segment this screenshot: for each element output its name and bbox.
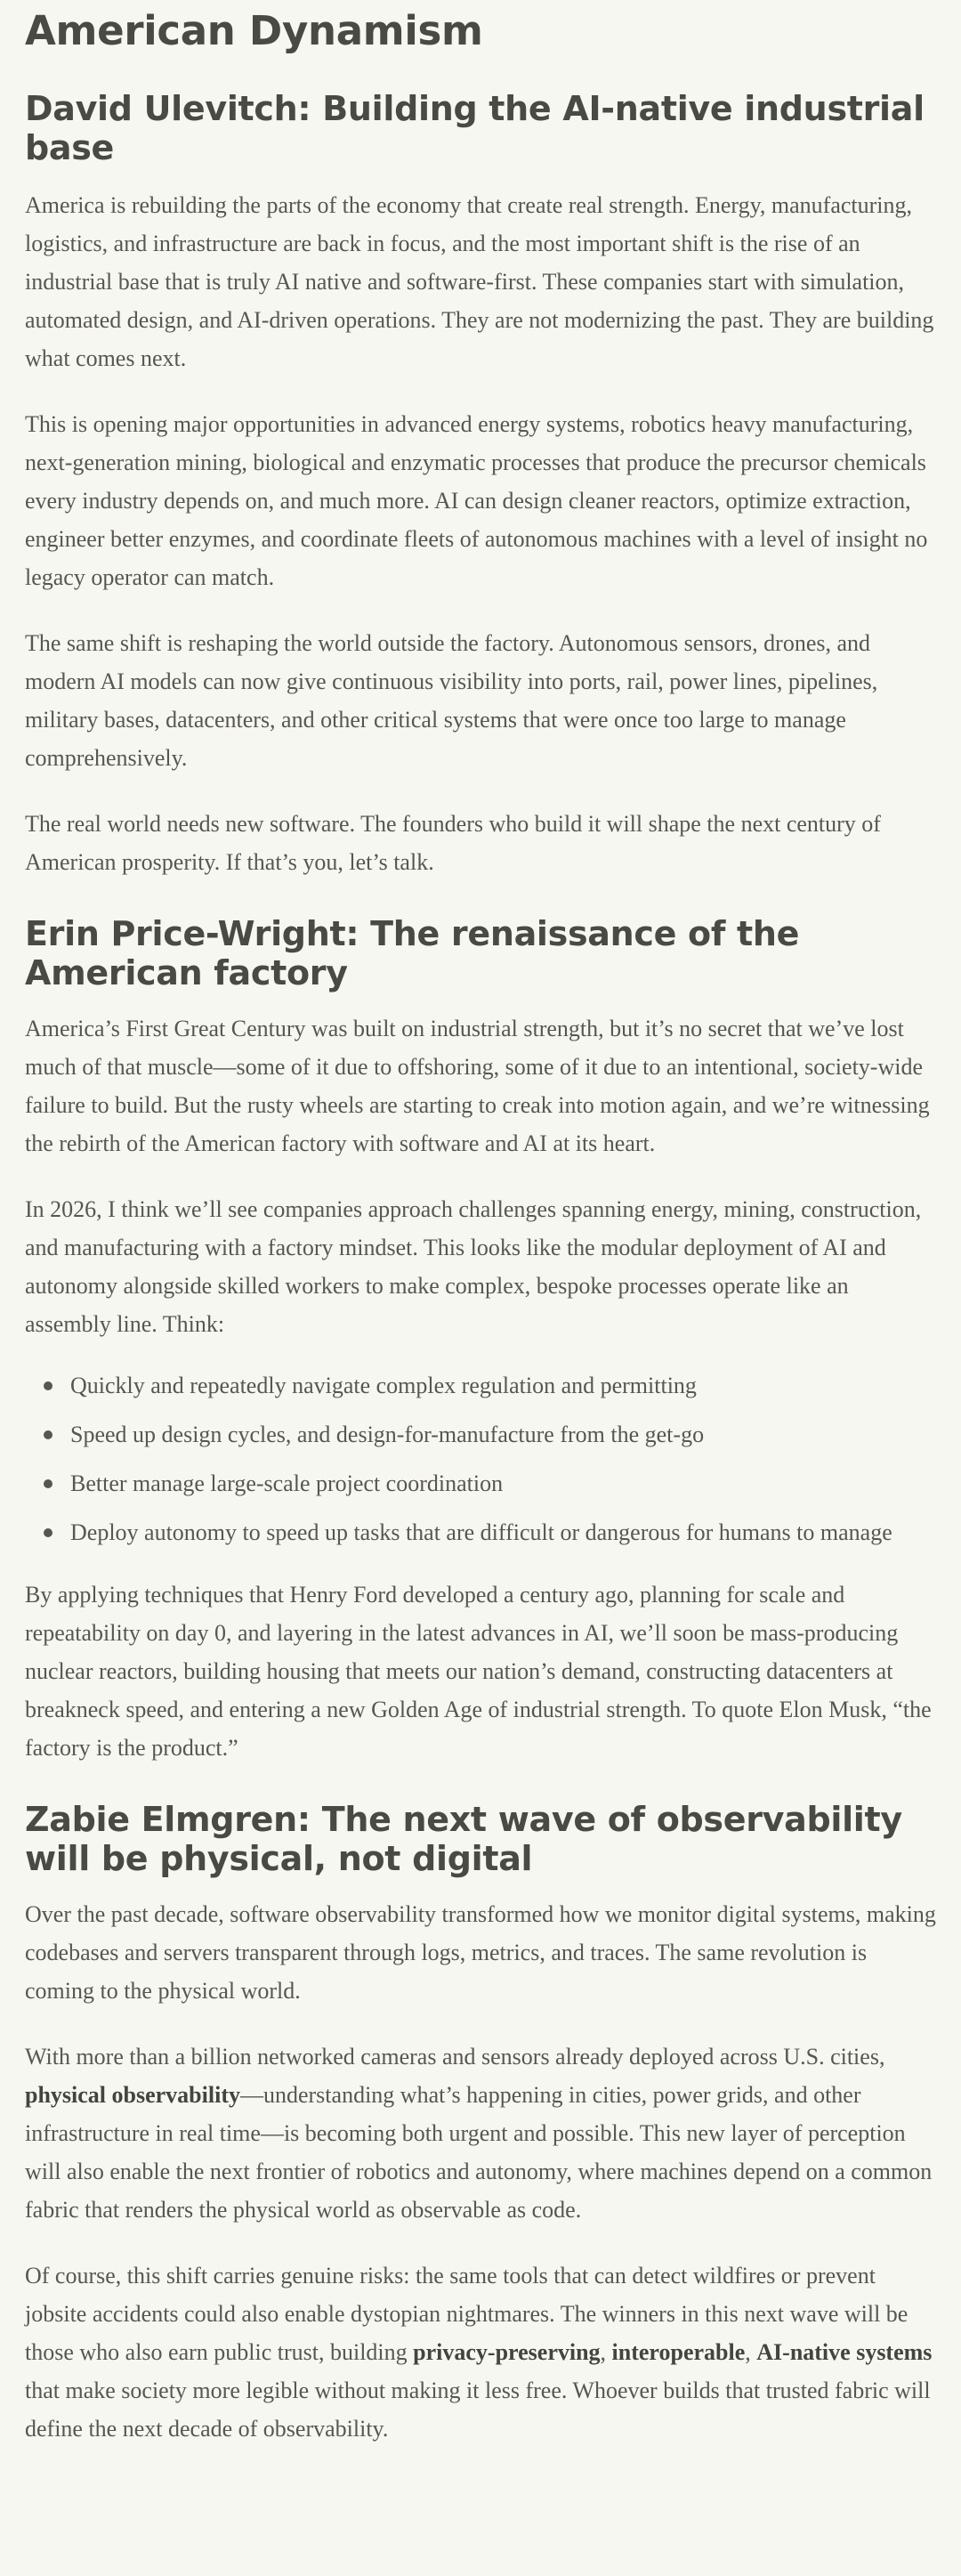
bold-term: AI-native systems [756, 2339, 933, 2365]
text-run: With more than a billion networked cameras and sensors already deployed across U.S. cities, [25, 2044, 885, 2070]
list-item [70, 1366, 936, 1405]
section-ulevitch [25, 89, 936, 881]
section-price-wright [25, 914, 936, 1767]
section-heading: Erin Price-Wright: The renaissance of the American factory [25, 914, 800, 992]
paragraph: The same shift is reshaping the world outside the factory. Autonomous sensors, drones, and modern AI models can now give continuous visibility into ports, rail, power lines, pipelines, military bases, datacenters, and other critical systems that were once too large to manage comprehensively. [25, 630, 878, 771]
paragraph: The real world needs new software. The founders who build it will shape the next century of American prosperity. If that’s you, let’s talk. [25, 811, 881, 875]
paragraph: By applying techniques that Henry Ford developed a century ago, planning for scale and repeatability on day 0, and layering in the latest advances in AI, we’ll soon be mass-producing nuclear reactors, building housing that meets our nation’s demand, constructing datacenters at breakneck speed, and entering a new Golden Age of industrial strength. To quote Elon Musk, “the factory is the product.” [25, 1582, 932, 1761]
text-run: , [745, 2339, 757, 2365]
list-item-text: Quickly and repeatedly navigate complex regulation and permitting [70, 1373, 697, 1398]
list-item-text: Speed up design cycles, and design-for-manufacture from the get-go [70, 1422, 705, 1447]
bullet-icon [44, 1430, 52, 1439]
list-item [70, 1464, 936, 1503]
page-title: American Dynamism [25, 7, 483, 54]
text-run: Of course, this shift carries genuine risks: the same tools that can detect wildfires or prevent jobsite accidents could also enable dystopian nightmares. The winners in this next wave will be those who also earn public trust, building [25, 2263, 909, 2365]
paragraph: In 2026, I think we’ll see companies approach challenges spanning energy, mining, construction, and manufacturing with a factory mindset. This looks like the modular deployment of AI and autonomy alongside skilled workers to make complex, bespoke processes operate like an assembly line. Think: [25, 1196, 922, 1337]
text-run: that make society more legible without making it less free. Whoever builds that trusted fabric will define the next decade of observability. [25, 2378, 931, 2442]
bullet-icon [44, 1381, 52, 1390]
list-item-text: Deploy autonomy to speed up tasks that are difficult or dangerous for humans to manage [70, 1519, 892, 1545]
paragraph: This is opening major opportunities in advanced energy systems, robotics heavy manufacturing, next-generation mining, biological and enzymatic processes that produce the precursor chemicals every industry depends on, and much more. AI can design cleaner reactors, optimize extraction, engineer better enzymes, and coordinate fleets of autonomous machines with a level of insight no legacy operator can match. [25, 411, 928, 590]
list-item-text: Better manage large-scale project coordination [70, 1470, 504, 1496]
paragraph: America’s First Great Century was built on industrial strength, but it’s no secret that we’ve lost much of that muscle—some of it due to offshoring, some of it due to an intentional, society-wide failure to build. But the rusty wheels are starting to creak into motion again, and we’re witnessing the rebirth of the American factory with software and AI at its heart. [25, 1016, 930, 1156]
paragraph: America is rebuilding the parts of the economy that create real strength. Energy, manufacturing, logistics, and infrastructure are back in focus, and the most important shift is the rise of an industrial base that is truly AI native and software-first. These companies start with simulation, automated design, and AI-driven operations. They are not modernizing the past. They are building what comes next. [25, 192, 934, 371]
list-item [70, 1513, 936, 1551]
bullet-list [25, 1366, 936, 1551]
paragraph [25, 2256, 936, 2448]
bullet-icon [44, 1479, 52, 1488]
section-heading: Zabie Elmgren: The next wave of observability will be physical, not digital [25, 1800, 902, 1878]
bold-term: privacy-preserving [413, 2339, 601, 2365]
bullet-icon [44, 1528, 52, 1537]
bold-term: physical observability [25, 2082, 240, 2108]
section-elmgren [25, 1800, 936, 2448]
text-run: —understanding what’s happening in cities, power grids, and other infrastructure in real time—is becoming both urgent and possible. This new layer of perception will also enable the next frontier of robotics and autonomy, where machines depend on a common fabric that renders the physical world as observable as code. [25, 2082, 933, 2223]
paragraph [25, 2037, 936, 2229]
article [0, 7, 961, 2448]
list-item [70, 1415, 936, 1454]
text-run: , [600, 2339, 612, 2365]
bold-term: interoperable [611, 2339, 746, 2365]
paragraph: Over the past decade, software observability transformed how we monitor digital systems, making codebases and servers transparent through logs, metrics, and traces. The same revolution is coming to the physical world. [25, 1901, 936, 2004]
section-heading: David Ulevitch: Building the AI-native industrial base [25, 89, 925, 167]
